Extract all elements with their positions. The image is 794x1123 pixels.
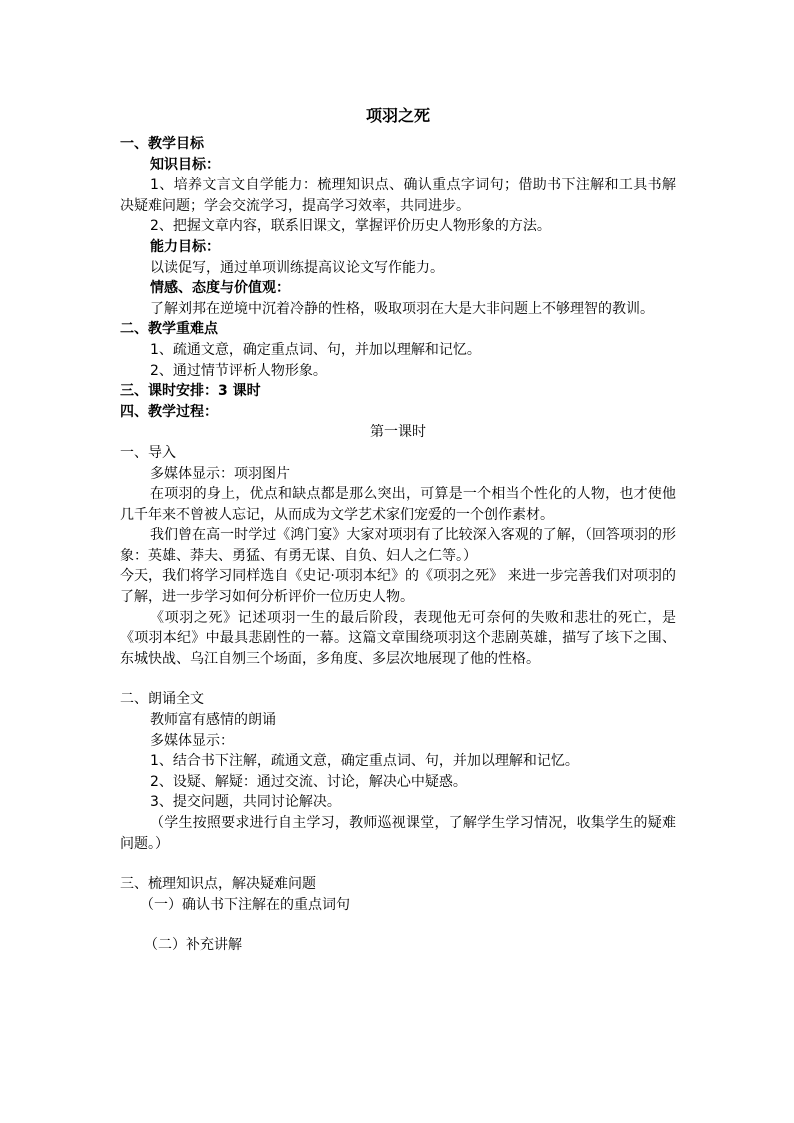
paragraph-knowledge-2: 2、把握文章内容，联系旧课文，掌握评价历史人物形象的方法。 — [150, 218, 551, 235]
intro-paragraph-4: 《项羽之死》记述项羽一生的最后阶段，表现他无可奈何的失败和悲壮的死亡，是《项羽本纪》中最具悲剧性的一幕。这篇文章围绕项羽这个悲剧英雄，描写了垓下之围、东城快战、乌江自刎三个场面，多角度、多层次地展现了他的性格。 — [120, 609, 676, 667]
read-item-3: 1、结合书下注解，疏通文意，确定重点词、句，并加以理解和记忆。 — [150, 753, 579, 770]
paragraph-emotion-1: 了解刘邦在逆境中沉着冷静的性格，吸取项羽在大是大非问题上不够理智的教训。 — [150, 300, 654, 317]
spacer — [120, 854, 676, 874]
paragraph-knowledge-1: 1、培养文言文自学能力：梳理知识点、确认重点字词句；借助书下注解和工具书解决疑难问题；学会交流学习，提高学习效率，共同进步。 — [120, 177, 676, 214]
read-heading: 二、朗诵全文 — [120, 691, 204, 708]
intro-media: 多媒体显示：项羽图片 — [150, 465, 290, 482]
intro-paragraph-1: 在项羽的身上，优点和缺点都是那么突出，可算是一个相当个性化的人物，也才使他几千年来不曾被人忘记，从而成为文学艺术家们宠爱的一个创作素材。 — [120, 486, 676, 523]
subheading-emotion: 情感、态度与价值观： — [150, 280, 290, 297]
sort-item-1: （一）确认书下注解在的重点词句 — [140, 896, 350, 913]
intro-heading: 一、导入 — [120, 444, 176, 461]
section-heading-key-points: 二、教学重难点 — [120, 321, 218, 338]
paragraph-key-2: 2、通过情节评析人物形象。 — [150, 362, 327, 379]
read-item-2: 多媒体显示： — [150, 732, 234, 749]
lesson-heading: 第一课时 — [370, 424, 426, 441]
section-heading-process: 四、教学过程： — [120, 403, 218, 420]
paragraph-key-1: 1、疏通文意，确定重点词、句，并加以理解和记忆。 — [150, 341, 481, 358]
paragraph-ability-1: 以读促写，通过单项训练提高议论文写作能力。 — [150, 259, 444, 276]
intro-paragraph-3: 今天，我们将学习同样选自《史记·项羽本纪》的《项羽之死》 来进一步完善我们对项羽的了解，进一步学习如何分析评价一位历史人物。 — [120, 568, 676, 606]
read-item-4: 2、设疑、解疑：通过交流、讨论，解决心中疑惑。 — [150, 773, 467, 790]
sort-item-2: （二）补充讲解 — [144, 937, 242, 954]
document-page — [120, 104, 676, 956]
spacer — [120, 669, 676, 689]
section-heading-objectives: 一、教学目标 — [120, 136, 204, 152]
read-item-5: 3、提交问题，共同讨论解决。 — [150, 794, 341, 811]
subheading-knowledge: 知识目标： — [150, 156, 220, 173]
document-title: 项羽之死 — [365, 106, 430, 125]
subheading-ability: 能力目标： — [150, 238, 220, 255]
read-item-1: 教师富有感情的朗诵 — [150, 712, 276, 729]
spacer — [120, 915, 676, 935]
section-heading-schedule: 三、课时安排：3 课时 — [120, 383, 261, 400]
read-item-6: （学生按照要求进行自主学习，教师巡视课堂，了解学生学习情况，收集学生的疑难问题。） — [120, 815, 676, 852]
intro-paragraph-2: 我们曾在高一时学过《鸿门宴》大家对项羽有了比较深入客观的了解，（回答项羽的形象：英雄、莽夫、勇猛、有勇无谋、自负、妇人之仁等。） — [120, 527, 676, 564]
sort-heading: 三、梳理知识点，解决疑难问题 — [120, 876, 316, 893]
